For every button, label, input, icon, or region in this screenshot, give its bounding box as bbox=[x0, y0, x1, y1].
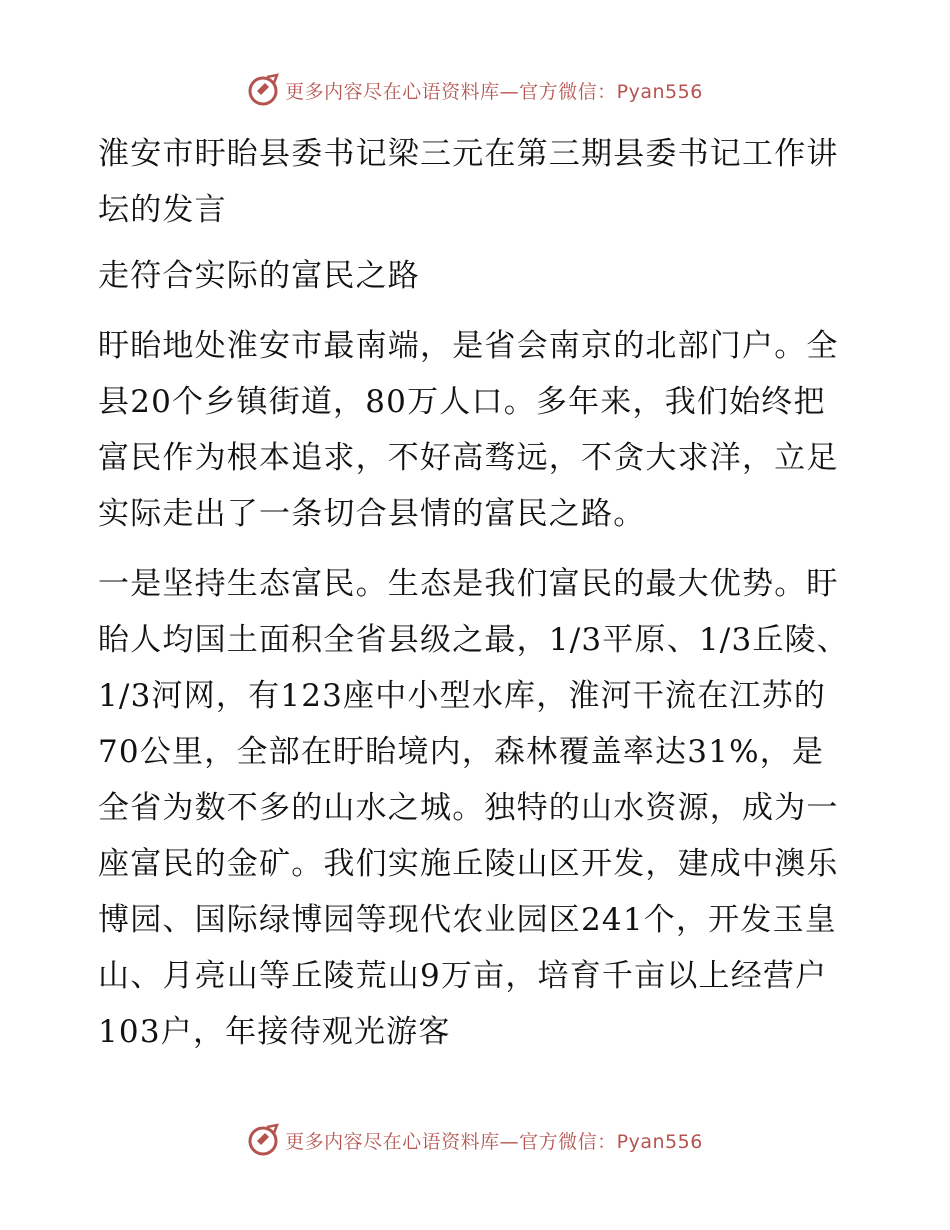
document-body bbox=[98, 126, 850, 1060]
watermark-text: 更多内容尽在心语资料库—官方微信：Pyan556 bbox=[285, 1130, 703, 1153]
watermark-text: 更多内容尽在心语资料库—官方微信：Pyan556 bbox=[285, 80, 703, 103]
watermark-logo-icon bbox=[247, 73, 281, 107]
watermark-footer bbox=[0, 1120, 950, 1160]
document-subtitle: 走符合实际的富民之路 bbox=[98, 258, 420, 294]
paragraph-ecology: 一是坚持生态富民。生态是我们富民的最大优势。盱眙人均国土面积全省县级之最，1/3平原、1/3丘陵、1/3河网，有123座中小型水库，淮河干流在江苏的70公里，全部在盱眙境内，森林覆盖率达31%，是全省为数不多的山水之城。独特的山水资源，成为一座富民的金矿。我们实施丘陵山区开发，建成中澳乐博园、国际绿博园等现代农业园区241个，开发玉皇山、月亮山等丘陵荒山9万亩，培育千亩以上经营户103户，年接待观光游客 bbox=[98, 566, 849, 1050]
watermark-header bbox=[0, 70, 950, 110]
document-title: 淮安市盱眙县委书记梁三元在第三期县委书记工作讲坛的发言 bbox=[98, 136, 839, 228]
paragraph-intro: 盱眙地处淮安市最南端，是省会南京的北部门户。全县20个乡镇街道，80万人口。多年来，我们始终把富民作为根本追求，不好高骛远，不贪大求洋，立足实际走出了一条切合县情的富民之路。 bbox=[98, 328, 839, 532]
watermark-logo-icon bbox=[247, 1123, 281, 1157]
